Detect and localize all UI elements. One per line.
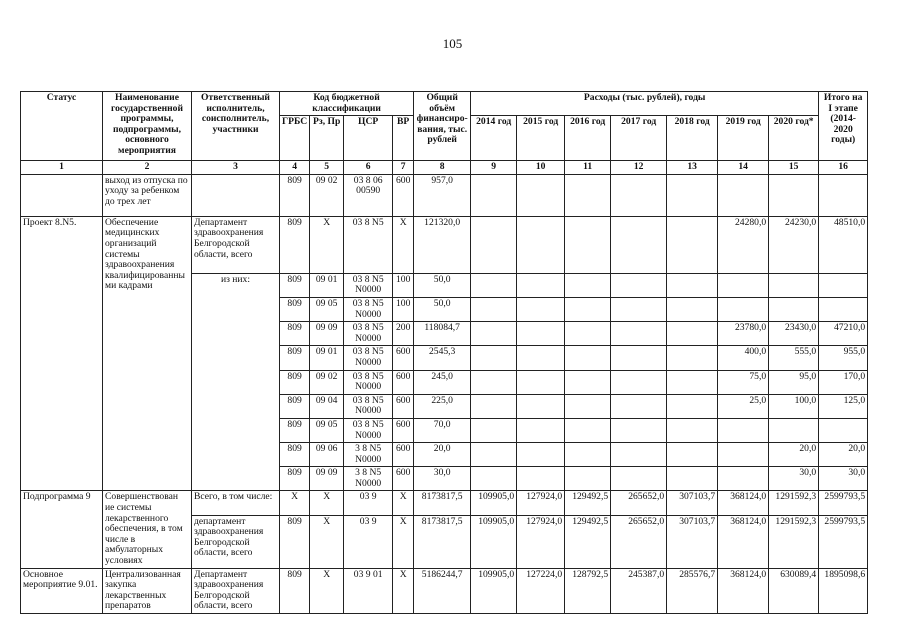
status-cell [21,174,103,216]
year-2017-cell: 245387,0 [611,568,667,613]
stage-total-cell: 125,0 [819,394,868,418]
csr-cell: 03 8 N5 N0000 [344,273,393,297]
header-status: Статус [21,92,103,161]
status-cell: Проект 8.N5. [21,216,103,491]
year-2015-cell: 127924,0 [517,491,565,515]
total-cell: 5186244,7 [414,568,471,613]
column-number: 11 [565,161,611,175]
header-year: 2019 год [718,116,769,161]
status-cell: Подпрограмма 9 [21,491,103,568]
year-2020-cell: 95,0 [769,370,819,394]
rzpr-cell: 09 09 [310,322,344,346]
year-2019-cell: 368124,0 [718,515,769,568]
grbs-cell: 809 [280,322,310,346]
year-2020-cell: 30,0 [769,467,819,491]
stage-total-cell: 48510,0 [819,216,868,273]
year-2019-cell: 23780,0 [718,322,769,346]
stage-total-cell: 2599793,5 [819,491,868,515]
year-2020-cell: 630089,4 [769,568,819,613]
total-cell: 2545,3 [414,346,471,370]
year-2020-cell: 23430,0 [769,322,819,346]
header-budget-code: Код бюджетной классификации [280,92,414,116]
year-2018-cell: 307103,7 [667,515,718,568]
total-cell: 8173817,5 [414,515,471,568]
header-year: 2020 год* [769,116,819,161]
column-number: 15 [769,161,819,175]
stage-total-cell: 170,0 [819,370,868,394]
total-cell: 30,0 [414,467,471,491]
total-cell: 121320,0 [414,216,471,273]
rzpr-cell: 09 05 [310,297,344,321]
grbs-cell: 809 [280,216,310,273]
stage-total-cell: 955,0 [819,346,868,370]
vr-cell: X [393,491,414,515]
rzpr-cell: X [310,491,344,515]
year-2014-cell: 109905,0 [471,515,517,568]
year-2020-cell: 100,0 [769,394,819,418]
vr-cell: 600 [393,418,414,442]
vr-cell: 200 [393,322,414,346]
total-cell: 957,0 [414,174,471,216]
grbs-cell: 809 [280,297,310,321]
vr-cell: X [393,216,414,273]
year-2019-cell: 75,0 [718,370,769,394]
name-cell: Обеспечение медицинских организаций системы здравоохранения квалифицированны ми кадрами [103,216,192,491]
header-executor: Ответственный исполнитель, соисполнитель, участники [192,92,280,161]
csr-cell: 03 9 [344,515,393,568]
grbs-cell: 809 [280,443,310,467]
vr-cell: 600 [393,346,414,370]
column-number: 6 [344,161,393,175]
header-year: 2014 год [471,116,517,161]
stage-total-cell: 30,0 [819,467,868,491]
csr-cell: 03 8 N5 N0000 [344,370,393,394]
total-cell: 50,0 [414,297,471,321]
table-row [21,174,868,216]
executor-cell: из них: [192,273,280,491]
grbs-cell: 809 [280,273,310,297]
rzpr-cell: X [310,568,344,613]
executor-cell: департамент здравоохранения Белгородской области, всего [192,515,280,568]
header-total: Общий объём финансиро-вания, тыс. рублей [414,92,471,161]
rzpr-cell: 09 02 [310,174,344,216]
grbs-cell: 809 [280,568,310,613]
csr-cell: 03 8 N5 N0000 [344,418,393,442]
year-2017-cell: 265652,0 [611,491,667,515]
total-cell: 50,0 [414,273,471,297]
total-cell: 8173817,5 [414,491,471,515]
rzpr-cell: X [310,216,344,273]
vr-cell: 600 [393,174,414,216]
csr-cell: 3 8 N5 N0000 [344,443,393,467]
column-number: 2 [103,161,192,175]
csr-cell: 03 8 N5 N0000 [344,346,393,370]
grbs-cell: 809 [280,418,310,442]
header-year: 2018 год [667,116,718,161]
header-year: 2015 год [517,116,565,161]
year-2015-cell: 127224,0 [517,568,565,613]
vr-cell: 600 [393,443,414,467]
total-cell: 70,0 [414,418,471,442]
year-2018-cell: 285576,7 [667,568,718,613]
csr-cell: 03 8 06 00590 [344,174,393,216]
executor-cell: Всего, в том числе: [192,491,280,515]
column-number: 5 [310,161,344,175]
year-2019-cell: 24280,0 [718,216,769,273]
name-cell: выход из отпуска по уходу за ребенком до трех лет [103,174,192,216]
rzpr-cell: 09 09 [310,467,344,491]
total-cell: 225,0 [414,394,471,418]
header-rzpr: Рз, Пр [310,116,344,161]
year-2016-cell: 129492,5 [565,515,611,568]
header-grbs: ГРБС [280,116,310,161]
column-number: 8 [414,161,471,175]
grbs-cell: X [280,491,310,515]
year-2019-cell: 368124,0 [718,491,769,515]
total-cell: 245,0 [414,370,471,394]
total-cell: 20,0 [414,443,471,467]
vr-cell: 600 [393,467,414,491]
grbs-cell: 809 [280,174,310,216]
year-2016-cell: 129492,5 [565,491,611,515]
grbs-cell: 809 [280,515,310,568]
year-2015-cell: 127924,0 [517,515,565,568]
rzpr-cell: 09 01 [310,346,344,370]
header-stage-total: Итого на I этапе (2014-2020 годы) [819,92,868,161]
year-2016-cell: 128792,5 [565,568,611,613]
vr-cell: 100 [393,297,414,321]
year-2014-cell: 109905,0 [471,568,517,613]
year-2020-cell: 24230,0 [769,216,819,273]
name-cell: Совершенствован ие системы лекарственного обеспечения, в том числе в амбулаторных условиях [103,491,192,568]
year-2020-cell: 1291592,3 [769,491,819,515]
csr-cell: 03 8 N5 [344,216,393,273]
grbs-cell: 809 [280,346,310,370]
grbs-cell: 809 [280,394,310,418]
column-number: 7 [393,161,414,175]
year-2019-cell: 368124,0 [718,568,769,613]
column-number: 14 [718,161,769,175]
stage-total-cell: 1895098,6 [819,568,868,613]
grbs-cell: 809 [280,370,310,394]
column-number: 12 [611,161,667,175]
year-2014-cell: 109905,0 [471,491,517,515]
csr-cell: 3 8 N5 N0000 [344,467,393,491]
table-row [21,216,868,273]
header-expenses: Расходы (тыс. рублей), годы [471,92,819,116]
executor-cell [192,174,280,216]
column-number: 13 [667,161,718,175]
header-vr: ВР [393,116,414,161]
page-number: 105 [442,36,463,51]
column-number: 1 [21,161,103,175]
csr-cell: 03 8 N5 N0000 [344,322,393,346]
table-row [21,568,868,613]
stage-total-cell: 20,0 [819,443,868,467]
column-number: 4 [280,161,310,175]
year-2017-cell: 265652,0 [611,515,667,568]
vr-cell: 600 [393,394,414,418]
rzpr-cell: X [310,515,344,568]
column-number: 10 [517,161,565,175]
executor-cell: Департамент здравоохранения Белгородской области, всего [192,568,280,613]
year-2020-cell: 20,0 [769,443,819,467]
column-number: 16 [819,161,868,175]
vr-cell: X [393,568,414,613]
year-2019-cell: 25,0 [718,394,769,418]
stage-total-cell: 2599793,5 [819,515,868,568]
year-2020-cell: 555,0 [769,346,819,370]
executor-cell: Департамент здравоохранения Белгородской области, всего [192,216,280,273]
vr-cell: X [393,515,414,568]
column-number: 9 [471,161,517,175]
rzpr-cell: 09 02 [310,370,344,394]
csr-cell: 03 8 N5 N0000 [344,394,393,418]
year-2019-cell: 400,0 [718,346,769,370]
csr-cell: 03 9 01 [344,568,393,613]
vr-cell: 600 [393,370,414,394]
rzpr-cell: 09 06 [310,443,344,467]
rzpr-cell: 09 01 [310,273,344,297]
budget-table [20,91,868,614]
rzpr-cell: 09 05 [310,418,344,442]
rzpr-cell: 09 04 [310,394,344,418]
stage-total-cell: 47210,0 [819,322,868,346]
year-2020-cell: 1291592,3 [769,515,819,568]
grbs-cell: 809 [280,467,310,491]
status-cell: Основное мероприятие 9.01. [21,568,103,613]
csr-cell: 03 9 [344,491,393,515]
name-cell: Централизованная закупка лекарственных препаратов [103,568,192,613]
header-name: Наименование государственной программы, подпрограммы, основного мероприятия [103,92,192,161]
header-csr: ЦСР [344,116,393,161]
vr-cell: 100 [393,273,414,297]
total-cell: 118084,7 [414,322,471,346]
header-year: 2017 год [611,116,667,161]
csr-cell: 03 8 N5 N0000 [344,297,393,321]
column-number: 3 [192,161,280,175]
header-year: 2016 год [565,116,611,161]
table-row [21,491,868,515]
year-2018-cell: 307103,7 [667,491,718,515]
